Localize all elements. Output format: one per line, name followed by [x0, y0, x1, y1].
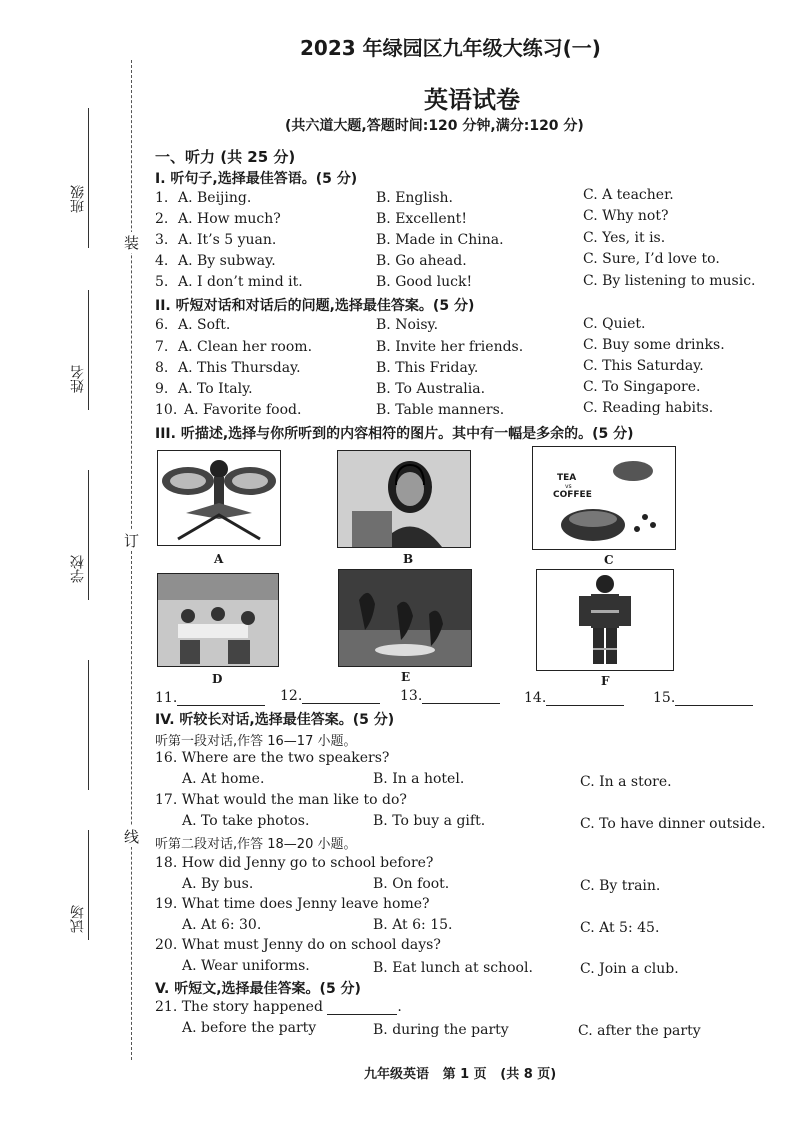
part-iv-intro-1: 听第一段对话,作答 16—17 小题。: [155, 734, 357, 749]
room-line-2: [88, 830, 89, 940]
option-c: C. Sure, I’d love to.: [583, 251, 720, 267]
question-number: 9.: [155, 381, 169, 397]
option-b: B. English.: [376, 190, 453, 206]
vs-text: vs: [565, 483, 572, 490]
part-iv-title: IV. 听较长对话,选择最佳答案。(5 分): [155, 712, 395, 728]
answer-blank-21[interactable]: [327, 1000, 397, 1015]
question-19: 19. What time does Jenny leave home?: [155, 896, 430, 912]
option-b: B. Go ahead.: [376, 253, 467, 269]
question-number: 10.: [155, 402, 178, 418]
answer-blank-11[interactable]: 11.: [155, 690, 265, 706]
option-a: A. Clean her room.: [178, 339, 313, 355]
option-b: B. Made in China.: [376, 232, 504, 248]
page-footer: 九年级英语 第 1 页 (共 8 页): [364, 1067, 557, 1082]
picture-e-label: E: [401, 670, 411, 684]
picture-f-firefighter: [536, 569, 674, 671]
question-number: 7.: [155, 339, 169, 355]
option-c: C. By listening to music.: [583, 273, 756, 289]
picture-a-label: A: [214, 552, 224, 566]
picture-c-tea-vs-coffee: [532, 446, 676, 550]
option-a: A. It’s 5 yuan.: [178, 232, 277, 248]
section-title: 一、听力 (共 25 分): [155, 148, 296, 166]
option-c: C. A teacher.: [583, 187, 674, 203]
option-b: B. Noisy.: [376, 317, 439, 333]
name-line: [88, 290, 89, 410]
part-ii-title: II. 听短对话和对话后的问题,选择最佳答案。(5 分): [155, 298, 475, 314]
coffee-text: COFFEE: [553, 490, 592, 500]
picture-b-label: B: [403, 552, 414, 566]
option-c: C. By train.: [580, 878, 661, 894]
answer-blank-12[interactable]: 12.: [280, 688, 380, 704]
class-label: 班级: [70, 185, 86, 213]
option-c: C. At 5: 45.: [580, 920, 660, 936]
picture-c-label: C: [604, 553, 614, 567]
seal-dashed-line: [131, 60, 132, 1060]
option-a: A. I don’t mind it.: [178, 274, 303, 290]
picture-f-label: F: [601, 674, 610, 688]
option-b: B. during the party: [373, 1022, 509, 1038]
option-c: C. Buy some drinks.: [583, 337, 725, 353]
option-b: B. Eat lunch at school.: [373, 960, 533, 976]
seal-xian: 线: [124, 828, 140, 846]
picture-b-headset-woman: [337, 450, 471, 548]
question-number: 4.: [155, 253, 169, 269]
option-a: A. To take photos.: [182, 813, 310, 829]
option-c: C. In a store.: [580, 774, 672, 790]
option-a: A. By bus.: [182, 876, 254, 892]
question-18: 18. How did Jenny go to school before?: [155, 855, 434, 871]
option-a: A. Soft.: [178, 317, 231, 333]
picture-a-kite: [157, 450, 281, 546]
seal-ding: 订: [124, 532, 140, 550]
school-line: [88, 470, 89, 600]
exam-info: (共六道大题,答题时间:120 分钟,满分:120 分): [285, 118, 584, 134]
option-c: C. Quiet.: [583, 316, 646, 332]
option-c: C. Join a club.: [580, 961, 679, 977]
option-c: C. Yes, it is.: [583, 230, 666, 246]
picture-d-label: D: [212, 672, 223, 686]
option-a: A. At 6: 30.: [182, 917, 262, 933]
part-i-title: I. 听句子,选择最佳答语。(5 分): [155, 171, 358, 187]
question-20: 20. What must Jenny do on school days?: [155, 937, 441, 953]
question-21: 21. The story happened .: [155, 999, 402, 1015]
option-c: C. Reading habits.: [583, 400, 714, 416]
question-number: 3.: [155, 232, 169, 248]
option-b: B. To Australia.: [376, 381, 486, 397]
exam-subtitle: 英语试卷: [424, 86, 520, 114]
question-number: 5.: [155, 274, 169, 290]
option-a: A. At home.: [182, 771, 265, 787]
option-c: C. This Saturday.: [583, 358, 704, 374]
part-v-title: V. 听短文,选择最佳答案。(5 分): [155, 981, 361, 997]
class-line: [88, 108, 89, 248]
part-iii-title: III. 听描述,选择与你所听到的内容相符的图片。其中有一幅是多余的。(5 分): [155, 426, 634, 442]
room-label: 试场: [70, 905, 86, 933]
part-iv-intro-2: 听第二段对话,作答 18—20 小题。: [155, 837, 357, 852]
option-a: A. Favorite food.: [184, 402, 302, 418]
option-c: C. To have dinner outside.: [580, 816, 766, 832]
exam-title: 2023 年绿园区九年级大练习(一): [300, 36, 601, 60]
option-b: B. At 6: 15.: [373, 917, 453, 933]
option-a: A. before the party: [182, 1020, 317, 1036]
option-b: B. To buy a gift.: [373, 813, 486, 829]
question-17: 17. What would the man like to do?: [155, 792, 407, 808]
option-b: B. Invite her friends.: [376, 339, 524, 355]
picture-e-dolphins: [338, 569, 472, 667]
option-a: A. How much?: [178, 211, 281, 227]
school-label: 学校: [70, 555, 86, 583]
answer-blank-14[interactable]: 14.: [524, 690, 624, 706]
tea-text: TEA: [557, 473, 577, 483]
option-b: B. This Friday.: [376, 360, 479, 376]
question-number: 2.: [155, 211, 169, 227]
question-number: 8.: [155, 360, 169, 376]
option-a: A. By subway.: [178, 253, 276, 269]
question-number: 6.: [155, 317, 169, 333]
answer-blank-13[interactable]: 13.: [400, 688, 500, 704]
option-c: C. Why not?: [583, 208, 669, 224]
option-a: A. Wear uniforms.: [182, 958, 310, 974]
option-b: B. Table manners.: [376, 402, 505, 418]
option-b: B. Good luck!: [376, 274, 473, 290]
seal-zhuang: 装: [124, 234, 140, 252]
option-c: C. To Singapore.: [583, 379, 701, 395]
option-c: C. after the party: [578, 1023, 701, 1039]
option-a: A. This Thursday.: [178, 360, 301, 376]
picture-d-restaurant: [157, 573, 279, 667]
name-label: 姓名: [70, 365, 86, 393]
option-a: A. To Italy.: [178, 381, 253, 397]
option-b: B. Excellent!: [376, 211, 467, 227]
option-a: A. Beijing.: [178, 190, 252, 206]
question-16: 16. Where are the two speakers?: [155, 750, 390, 766]
room-line-1: [88, 660, 89, 790]
option-b: B. On foot.: [373, 876, 450, 892]
answer-blank-15[interactable]: 15.: [653, 690, 753, 706]
question-number: 1.: [155, 190, 169, 206]
option-b: B. In a hotel.: [373, 771, 465, 787]
